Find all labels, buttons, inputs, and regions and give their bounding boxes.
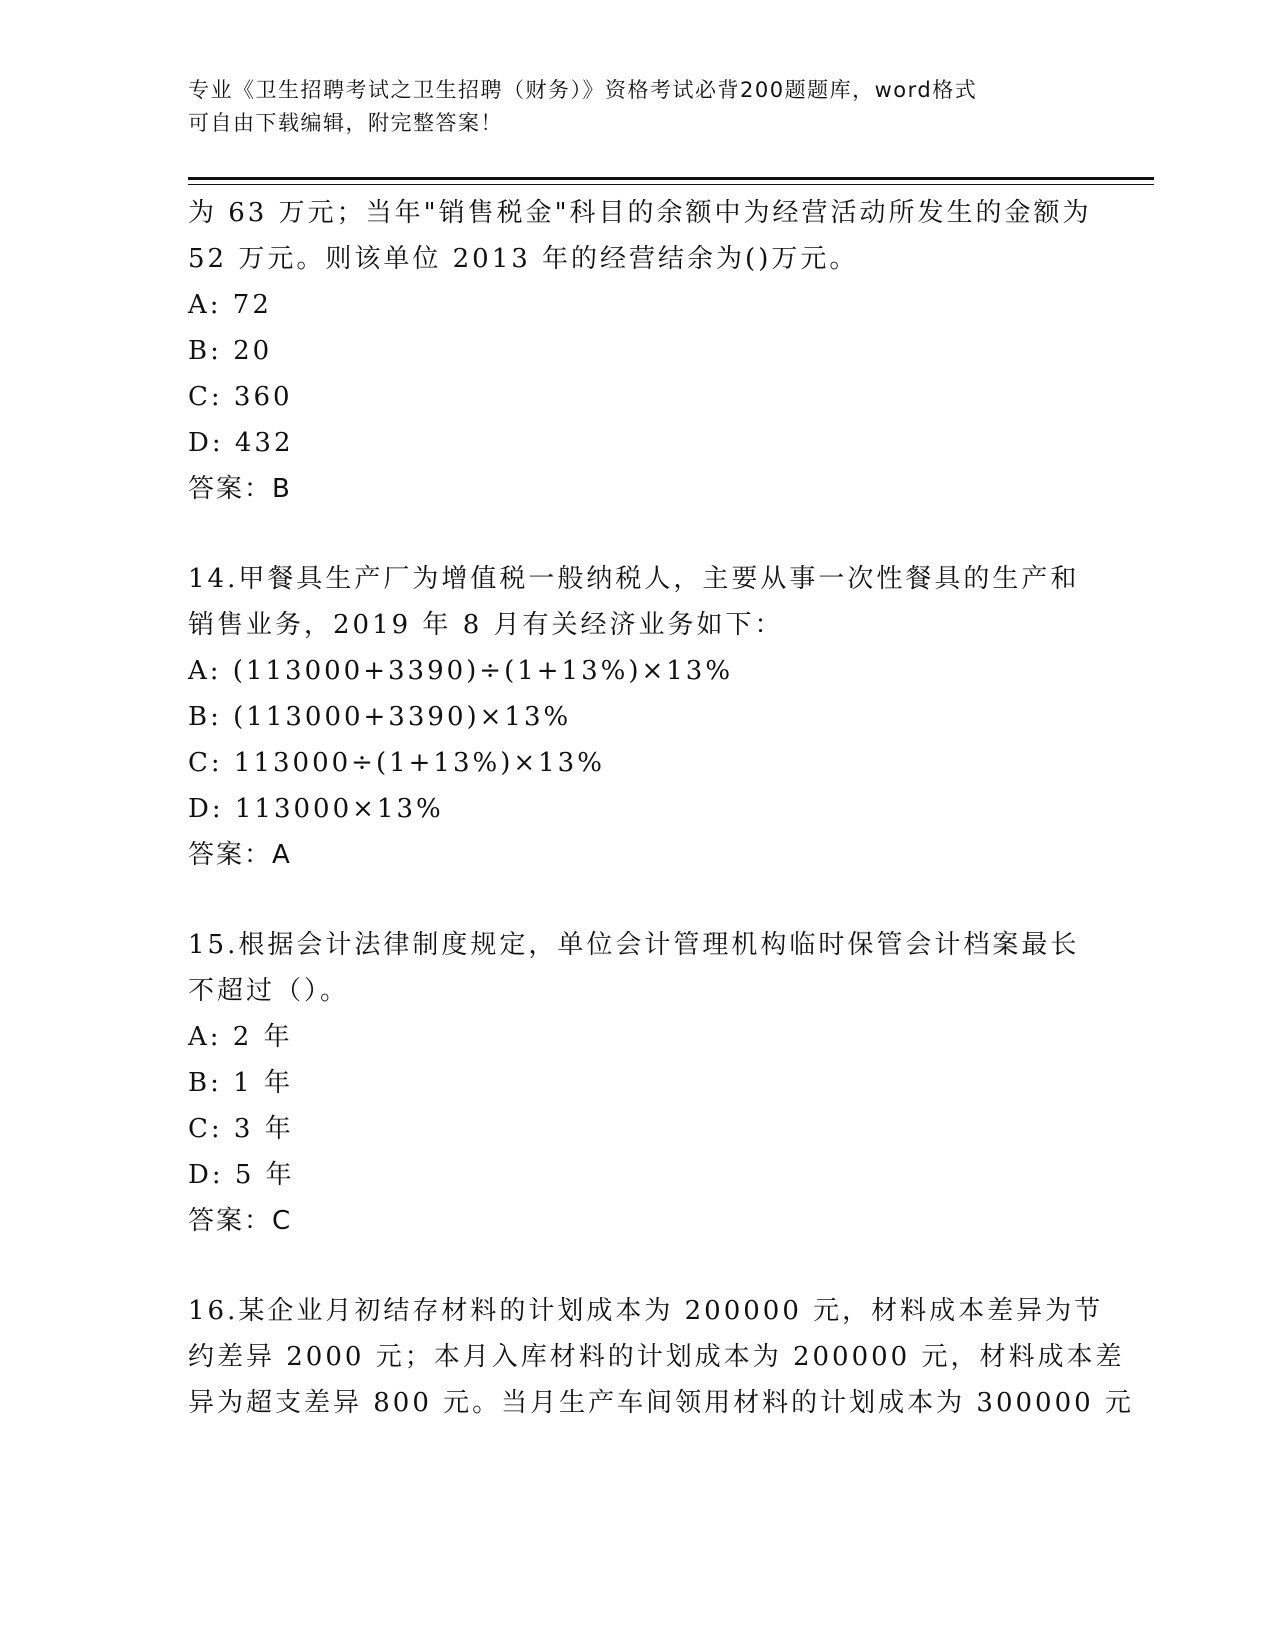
answer-label: 答案：B [188, 474, 292, 504]
option-d: D: 5 年 [188, 1160, 295, 1190]
question-text-line: 15.根据会计法律制度规定，单位会计管理机构临时保管会计档案最长 [188, 930, 1080, 960]
question-16 [188, 1288, 1134, 1426]
option-a: A: (113000+3390)÷(1+13%)×13% [188, 656, 734, 686]
spacer [188, 512, 1088, 556]
header-divider-thin [188, 184, 1154, 185]
answer-label: 答案：A [188, 840, 292, 870]
option-b: B: (113000+3390)×13% [188, 702, 572, 732]
question-15 [188, 922, 1088, 1244]
header-divider-thick [188, 177, 1154, 180]
question-13 [188, 190, 1092, 512]
question-text-line: 销售业务，2019 年 8 月有关经济业务如下： [188, 610, 784, 640]
option-c: C: 113000÷(1+13%)×13% [188, 748, 605, 778]
question-text-line: 52 万元。则该单位 2013 年的经营结余为()万元。 [188, 244, 859, 274]
option-d: D: 432 [188, 428, 294, 458]
question-14 [188, 556, 1088, 878]
option-b: B: 20 [188, 336, 273, 366]
option-c: C: 360 [188, 382, 293, 412]
question-text-line: 为 63 万元；当年"销售税金"科目的余额中为经营活动所发生的金额为 [188, 198, 1092, 228]
header-line-2: 可自由下载编辑，附完整答案！ [188, 111, 503, 135]
option-a: A: 2 年 [188, 1022, 293, 1052]
question-text-line: 约差异 2000 元；本月入库材料的计划成本为 200000 元，材料成本差 [188, 1342, 1125, 1372]
option-a: A: 72 [188, 290, 272, 320]
question-text-line: 异为超支差异 800 元。当月生产车间领用材料的计划成本为 300000 元 [188, 1388, 1134, 1418]
question-text-line: 14.甲餐具生产厂为增值税一般纳税人，主要从事一次性餐具的生产和 [188, 564, 1080, 594]
option-b: B: 1 年 [188, 1068, 293, 1098]
spacer [188, 878, 1088, 922]
question-text-line: 不超过（）。 [188, 976, 350, 1006]
header-line-1: 专业《卫生招聘考试之卫生招聘（财务）》资格考试必背200题题库，word格式 [188, 78, 978, 102]
spacer [188, 1244, 1088, 1288]
question-text-line: 16.某企业月初结存材料的计划成本为 200000 元，材料成本差异为节 [188, 1296, 1104, 1326]
answer-label: 答案：C [188, 1206, 293, 1236]
document-body [188, 190, 1134, 1426]
option-d: D: 113000×13% [188, 794, 444, 824]
option-c: C: 3 年 [188, 1114, 294, 1144]
document-header [188, 74, 1068, 140]
